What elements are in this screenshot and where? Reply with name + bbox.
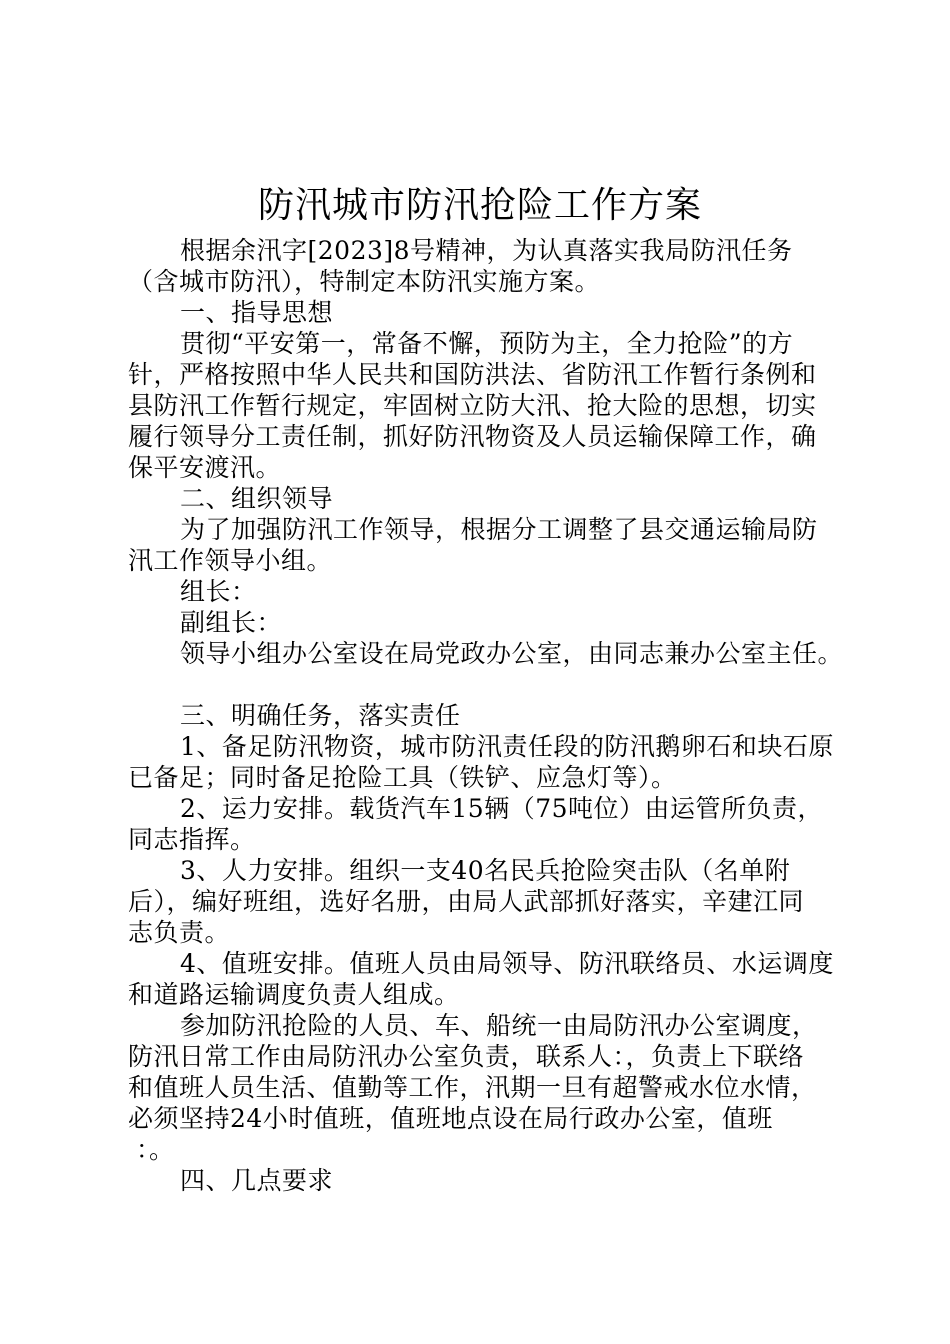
paragraph-line: 和值班人员生活、值勤等工作，汛期一旦有超警戒水位水情， [128, 1073, 817, 1102]
paragraph-line: 针，严格按照中华人民共和国防洪法、省防汛工作暂行条例和 [128, 360, 817, 389]
paragraph-line: 2、运力安排。载货汽车15辆（75吨位）由运管所负责， [180, 794, 824, 823]
paragraph-line: 领导小组办公室设在局党政办公室，由同志兼办公室主任。 [180, 639, 844, 668]
paragraph-line: 汛工作领导小组。 [128, 546, 333, 575]
paragraph-line: 已备足；同时备足抢险工具（铁铲、应急灯等）。 [128, 763, 677, 792]
paragraph-line: （含城市防汛），特制定本防汛实施方案。 [128, 267, 601, 296]
paragraph-line: 参加防汛抢险的人员、车、船统一由局防汛办公室调度， [180, 1011, 818, 1040]
section-heading: 一、指导思想 [180, 298, 334, 327]
section-heading: 三、明确任务，落实责任 [180, 701, 461, 730]
paragraph-line: 和道路运输调度负责人组成。 [128, 980, 460, 1009]
paragraph-line: ：。 [136, 1135, 175, 1164]
paragraph-line: 必须坚持24小时值班，值班地点设在局行政办公室，值班 [128, 1104, 773, 1133]
paragraph-line: 1、备足防汛物资，城市防汛责任段的防汛鹅卵石和块石原 [180, 732, 834, 761]
paragraph-line: 保平安渡汛。 [128, 453, 282, 482]
section-heading: 二、组织领导 [180, 484, 334, 513]
paragraph-line: 县防汛工作暂行规定，牢固树立防大汛、抢大险的思想，切实 [128, 391, 817, 420]
paragraph-line: 根据余汛字[2023]8号精神，为认真落实我局防汛任务 [180, 236, 793, 265]
paragraph-line: 同志指挥。 [128, 825, 256, 854]
paragraph-line: 履行领导分工责任制，抓好防汛物资及人员运输保障工作，确 [128, 422, 817, 451]
document-title: 防汛城市防汛抢险工作方案 [257, 185, 702, 226]
paragraph-line: 为了加强防汛工作领导，根据分工调整了县交通运输局防 [180, 515, 818, 544]
paragraph-line: 组长： [180, 577, 257, 606]
paragraph-line: 贯彻“平安第一，常备不懈，预防为主，全力抢险”的方 [180, 329, 794, 358]
paragraph-line: 副组长： [180, 608, 283, 637]
paragraph-line: 防汛日常工作由局防汛办公室负责，联系人：，负责上下联络 [128, 1042, 805, 1071]
paragraph-line: 后），编好班组，选好名册，由局人武部抓好落实，辛建江同 [128, 887, 805, 916]
paragraph-line: 志负责。 [128, 918, 231, 947]
paragraph-line: 3、人力安排。组织一支40名民兵抢险突击队（名单附 [180, 856, 791, 885]
section-heading: 四、几点要求 [180, 1166, 334, 1195]
paragraph-line: 4、值班安排。值班人员由局领导、防汛联络员、水运调度 [180, 949, 834, 978]
